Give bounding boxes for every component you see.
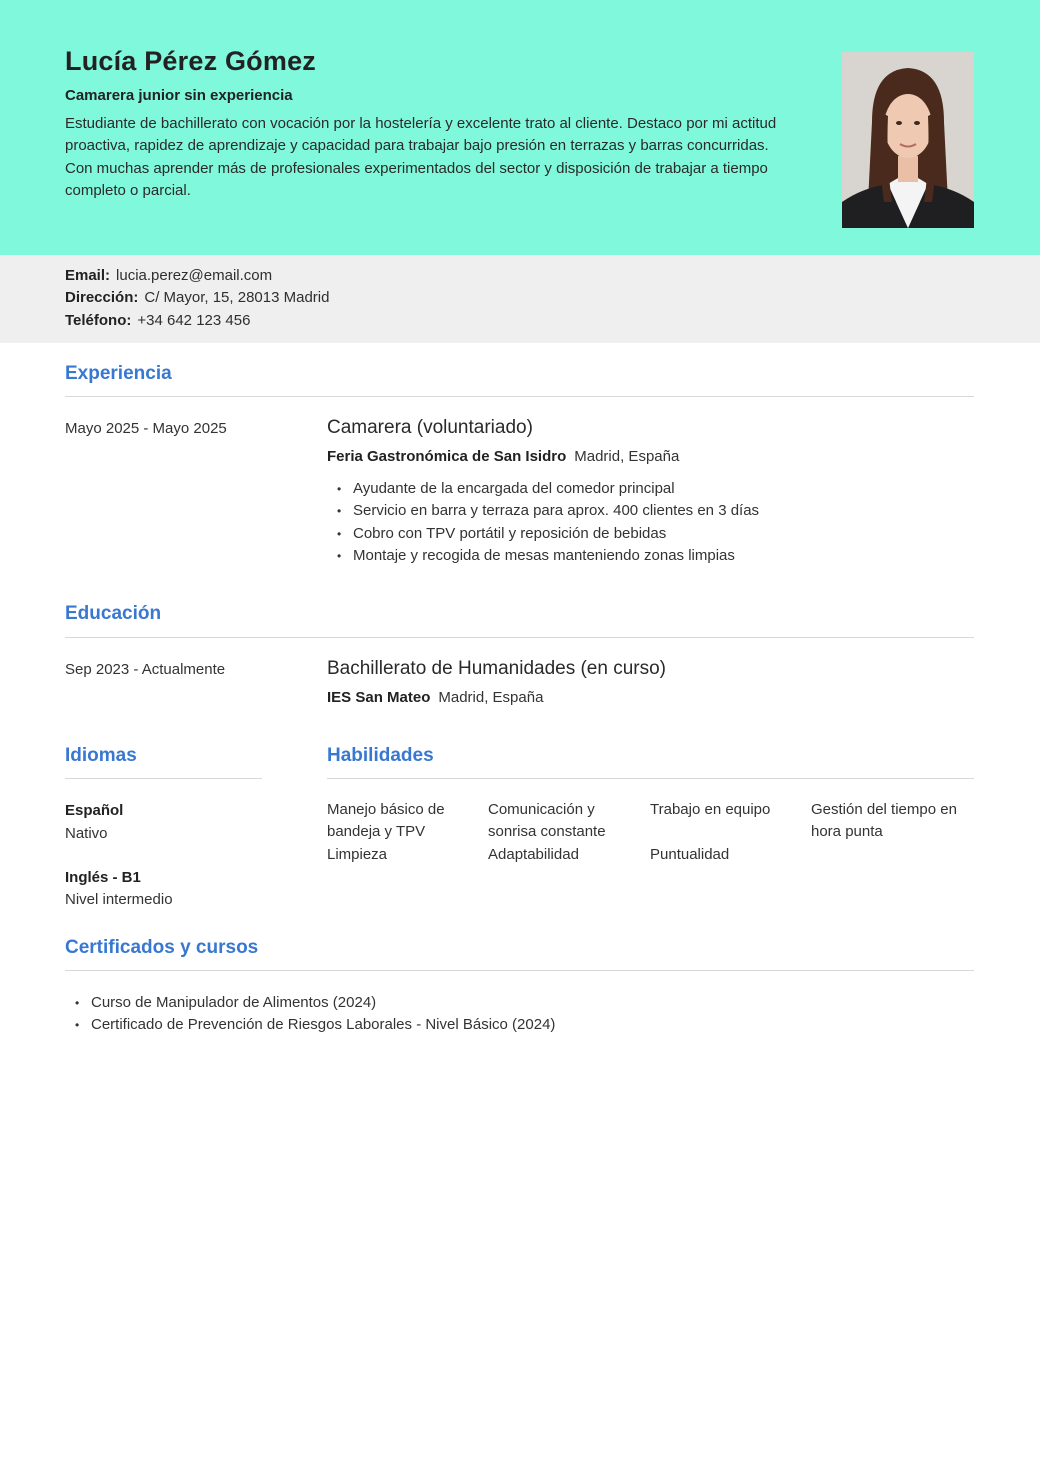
experience-bullet-list	[327, 478, 759, 567]
experience-heading: Experiencia	[65, 363, 172, 384]
contact-email-row	[65, 265, 1040, 287]
skill-item: Gestión del tiempo en hora punta	[811, 801, 957, 841]
skill-item: Trabajo en equipo	[650, 801, 771, 818]
education-divider	[65, 637, 974, 638]
skills-divider	[327, 778, 974, 779]
certificates-list	[65, 992, 555, 1037]
candidate-name: Lucía Pérez Gómez	[65, 46, 316, 76]
phone-label: Teléfono:	[65, 311, 132, 329]
language-name: Español	[65, 802, 124, 819]
list-item: • Montaje y recogida de mesas manteniendo zonas limpias	[327, 545, 759, 567]
list-item: • Cobro con TPV portátil y reposición de bebidas	[327, 523, 759, 545]
certificates-divider	[65, 970, 974, 971]
phone-value[interactable]: +34 642 123 456	[137, 311, 251, 329]
languages-divider	[65, 778, 262, 779]
experience-org-line	[327, 448, 679, 465]
education-school-line	[327, 689, 543, 706]
contact-address-row	[65, 287, 1040, 309]
education-location: Madrid, España	[438, 689, 544, 706]
education-dates: Sep 2023 - Actualmente	[65, 661, 226, 678]
skill-item: Limpieza	[327, 846, 388, 863]
experience-position: Camarera (voluntariado)	[327, 417, 533, 438]
education-heading: Educación	[65, 603, 162, 624]
experience-divider	[65, 396, 974, 397]
language-name: Inglés - B1	[65, 869, 141, 886]
contact-block	[0, 255, 1040, 343]
language-level: Nativo	[65, 825, 108, 842]
skill-item: Comunicación y sonrisa constante	[488, 801, 606, 841]
experience-organization: Feria Gastronómica de San Isidro	[327, 448, 567, 465]
languages-heading: Idiomas	[65, 745, 137, 766]
education-school: IES San Mateo	[327, 689, 431, 706]
profile-photo	[842, 52, 974, 228]
contact-phone-row	[65, 310, 1040, 332]
list-item: • Ayudante de la encargada del comedor principal	[327, 478, 759, 500]
skills-heading: Habilidades	[327, 745, 434, 766]
skill-item: Puntualidad	[650, 846, 730, 863]
list-item: • Curso de Manipulador de Alimentos (2024)	[65, 992, 555, 1014]
email-value[interactable]: lucia.perez@email.com	[116, 267, 273, 284]
skill-item: Manejo básico de bandeja y TPV	[327, 801, 445, 841]
cv-header	[0, 0, 1040, 255]
address-value: C/ Mayor, 15, 28013 Madrid	[144, 289, 330, 307]
candidate-role: Camarera junior sin experiencia	[65, 87, 293, 104]
list-item: • Servicio en barra y terraza para aprox. 400 clientes en 3 días	[327, 500, 759, 522]
experience-dates: Mayo 2025 - Mayo 2025	[65, 420, 227, 437]
language-level: Nivel intermedio	[65, 891, 173, 908]
certificates-heading: Certificados y cursos	[65, 937, 259, 958]
address-label: Dirección:	[65, 289, 139, 307]
education-degree: Bachillerato de Humanidades (en curso)	[327, 658, 667, 679]
skill-item: Adaptabilidad	[488, 846, 579, 863]
experience-location: Madrid, España	[574, 448, 680, 465]
list-item: • Certificado de Prevención de Riesgos Laborales - Nivel Básico (2024)	[65, 1014, 555, 1036]
email-label: Email:	[65, 267, 111, 284]
profile-summary: Estudiante de bachillerato con vocación por la hostelería y excelente trato al cliente. Destaco por mi actitud proactiva, rapidez de aprendizaje y capacidad para trabajar bajo presión en terrazas y barras concurridas. Con muchas aprender más de profesionales experimentados del sector y disposición de trabajar a tiempo completo o parcial.	[65, 115, 777, 199]
